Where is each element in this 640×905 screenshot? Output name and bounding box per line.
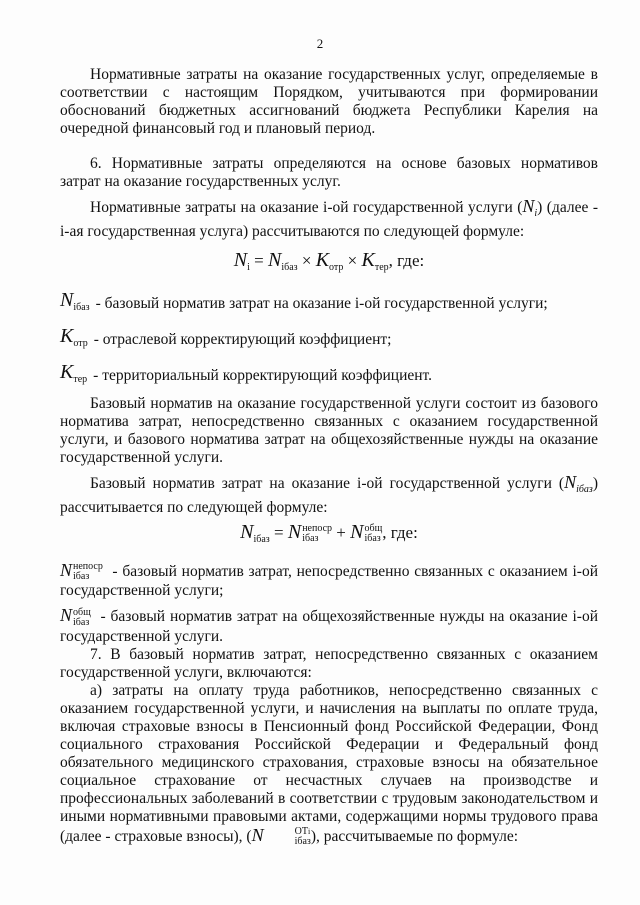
definition-k-ter: $K_{тер}$ - территориальный корректирующий коэффициент. <box>60 361 433 385</box>
formula-1: $N_i = N_{iбаз} \times K_{отр} \times K_{тер}$, где: <box>233 249 425 273</box>
paragraph-7a: а) затраты на оплату труда работников, непосредственно связанных с оказанием государственной услуги, и начисления на выплаты по оплате труда, включая страховые взносы в Пенсионный фонд Российской Федерации, Фонд социального страхования Российской Федерации и Федеральный фонд обязательного медицинского страхования, страховые взносы на обязательное социальное страхование от несчастных случаев на производстве и профессиональных заболеваний в соответствии с трудовым законодательством и иными нормативными правовыми актами, содержащими нормы трудового права (далее - страховые взносы), (N ОТi iбаз ), рассчитываемые по формуле: <box>60 681 598 848</box>
paragraph-basic-2: Базовый норматив затрат на оказание i-ой государственной услуги $(N_{iбаз})$ рассчитывается по следующей формуле: <box>60 472 598 516</box>
paragraph-intro: Нормативные затраты на оказание государственных услуг, определяемые в соответствии с настоящим Порядком, учитываются при формировании обоснований бюджетных ассигнований бюджета Республики Карелия на очередной финансовый год и плановый период. <box>60 66 598 137</box>
formula-2: $N_{iбаз} = N$ непоср iбаз + N общ iбаз , где: <box>240 521 418 545</box>
symbol-n-i: $N_i$ <box>522 196 538 219</box>
symbol-n-ibaz: $N_{iбаз}$ <box>564 472 593 495</box>
page-number: 2 <box>316 36 324 51</box>
symbol-n-ot: N <box>251 824 264 845</box>
paragraph-6: 6. Нормативные затраты определяются на основе базовых нормативов затрат на оказание государственных услуг. <box>60 155 598 190</box>
paragraph-7: 7. В базовый норматив затрат, непосредственно связанных с оказанием государственной услуги, включаются: <box>60 645 598 681</box>
paragraph-6b: Нормативные затраты на оказание i-ой государственной услуги $(N_i)$ (далее - i-ая государственная услуга) рассчитываются по следующей формуле: <box>60 196 598 240</box>
definition-n-ibaz: $N_{iбаз}$ - базовый норматив затрат на оказание i-ой государственной услуги; <box>60 289 548 313</box>
definition-n-neposr: N непоср iбаз - базовый норматив затрат, непосредственно связанных с оказанием i-ой государственной услуги; <box>60 560 598 600</box>
document-body <box>60 66 598 847</box>
definition-k-otr: $K_{отр}$ - отраслевой корректирующий коэффициент; <box>60 325 392 349</box>
paragraph-basic: Базовый норматив на оказание государственной услуги состоит из базового норматива затрат, непосредственно связанных с оказанием государственной услуги, и базового норматива затрат на общехозяйственные нужды на оказание государственной услуги. <box>60 395 598 466</box>
definition-n-obshch: N общ iбаз - базовый норматив затрат на общехозяйственные нужды на оказание i-ой государственной услуги. <box>60 605 599 645</box>
